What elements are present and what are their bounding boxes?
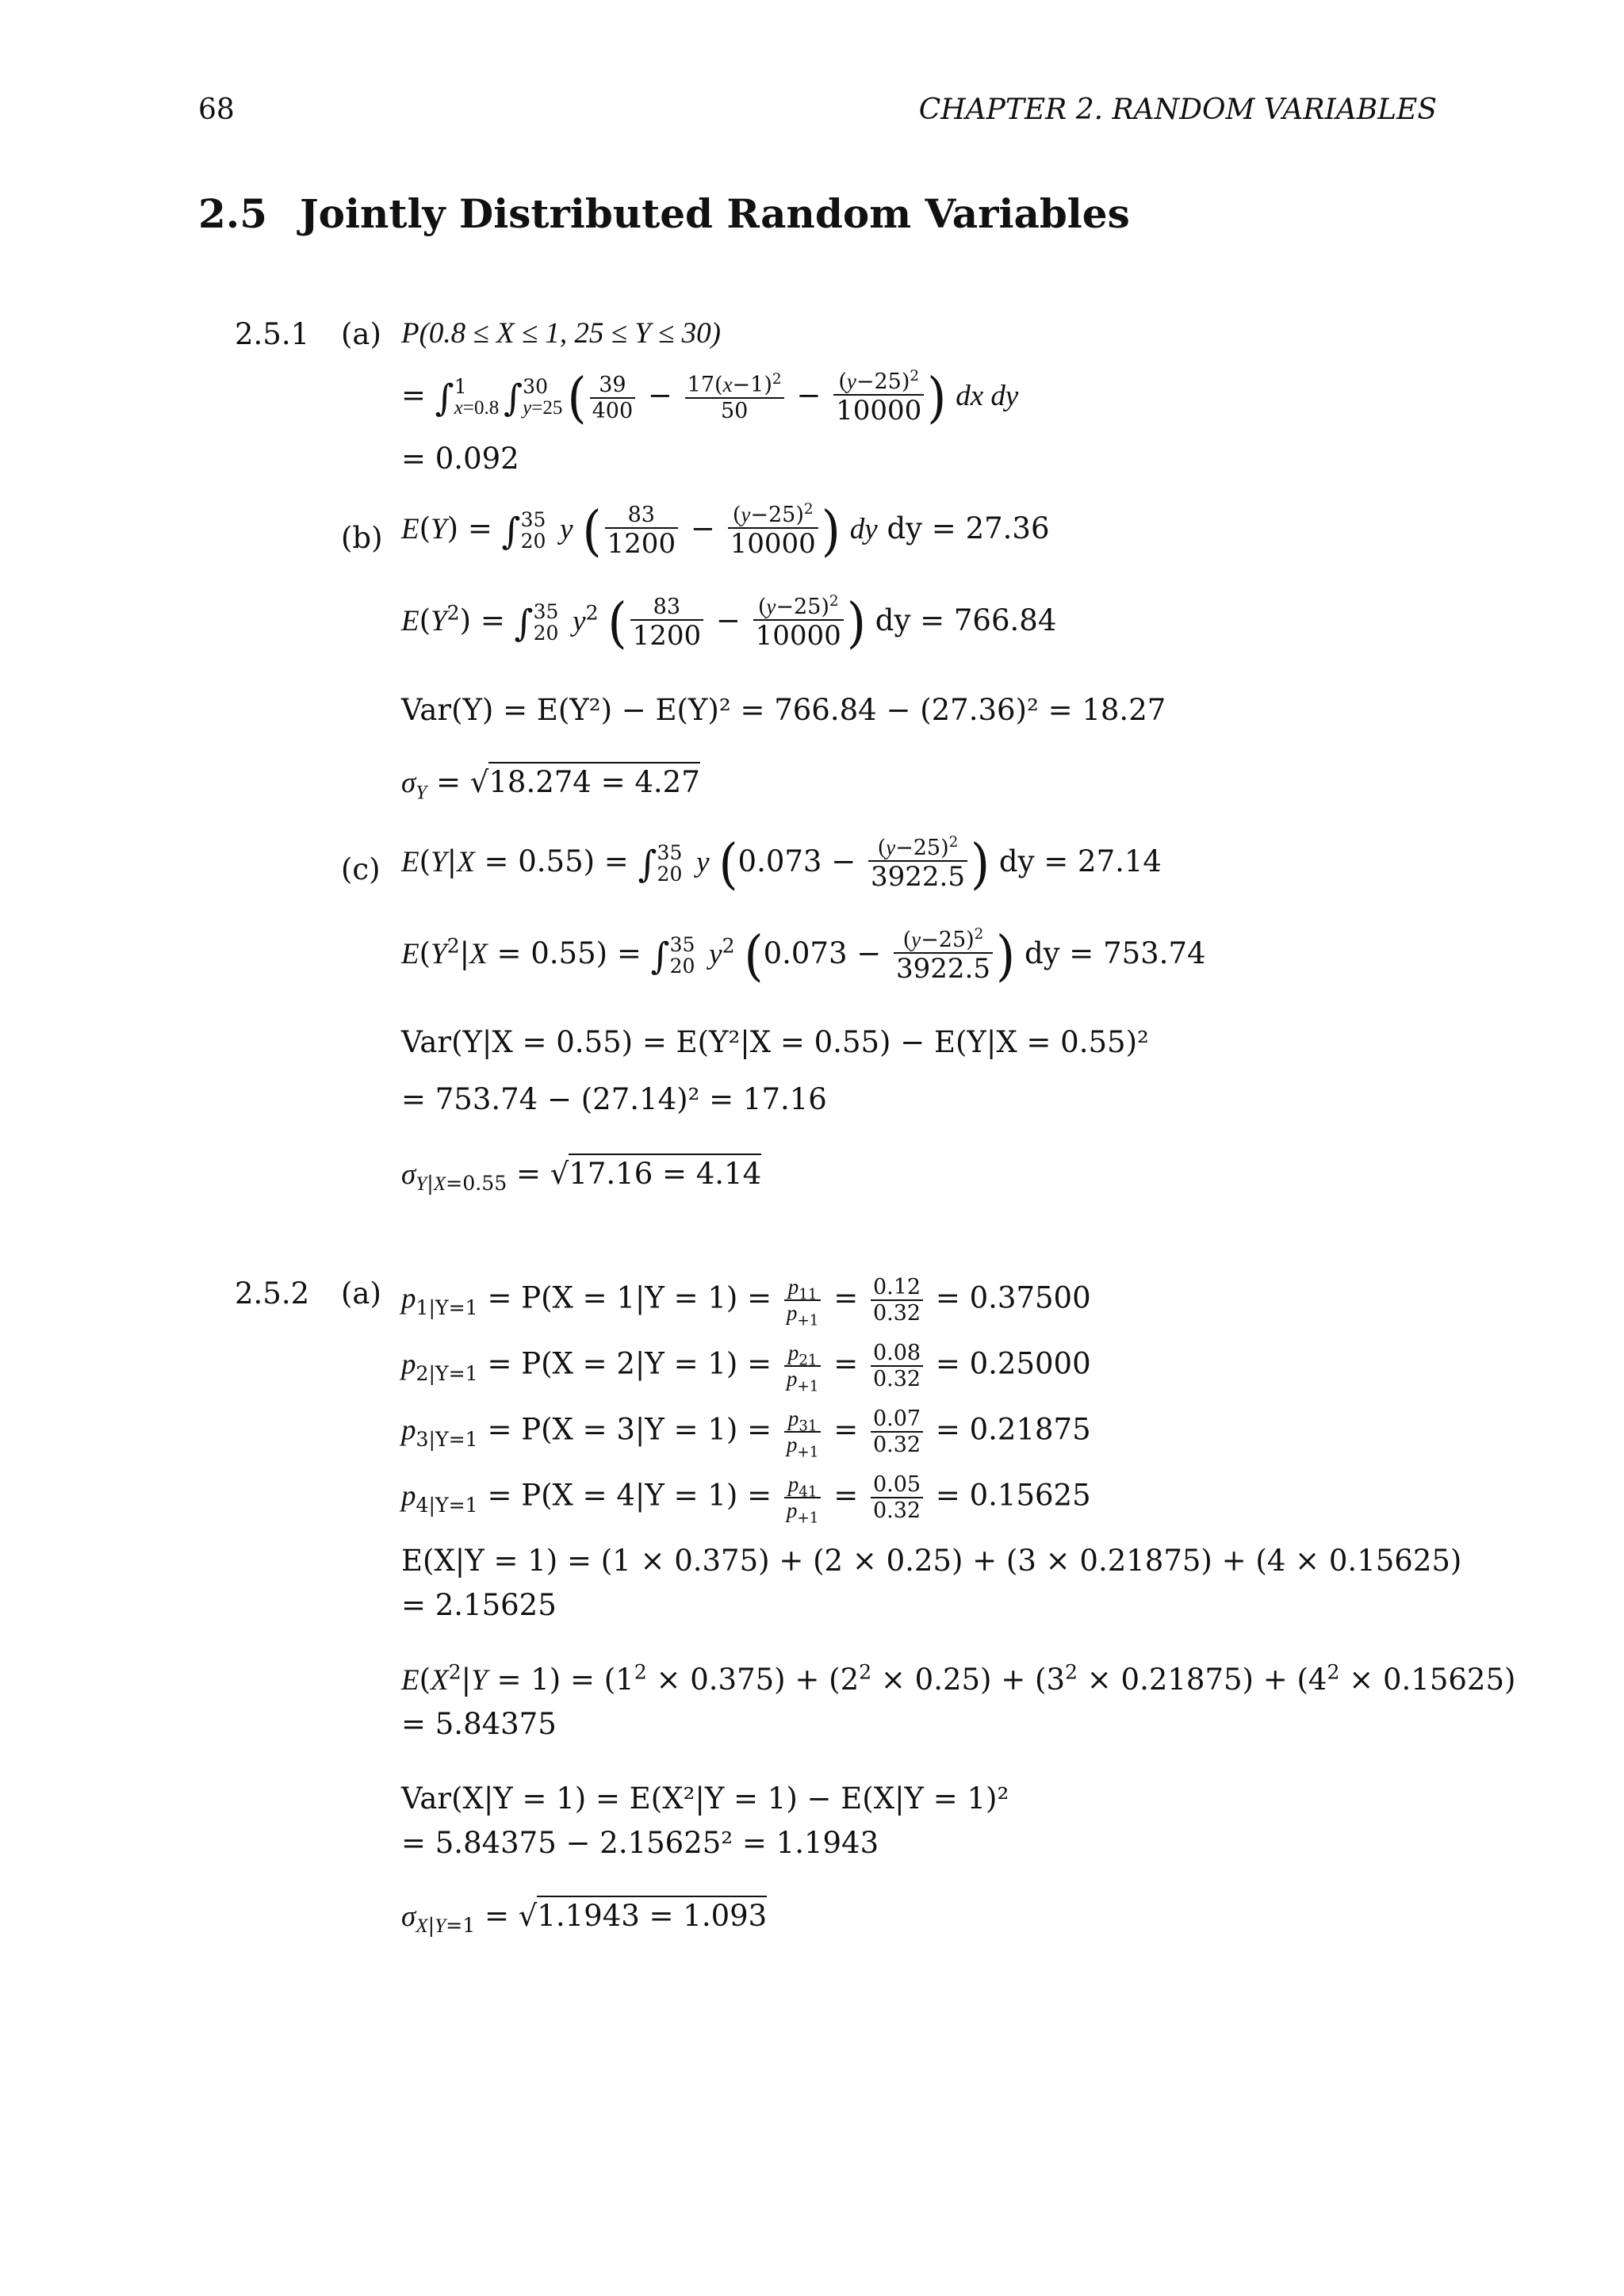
prob-term: p: [787, 1406, 799, 1430]
conditional-prob-row: $p_{1|Y=1} = P(X = 1|Y = 1)$ = $\frac{p_{11}}{p_{+1}}$ = $\frac{0.12}{0.32}$ = 0.37500: [401, 1275, 1091, 1330]
prob-term: = 0.37500: [935, 1280, 1091, 1315]
problem-number: 2.5.2: [235, 1276, 310, 1311]
prob-term: = 0.25000: [935, 1346, 1091, 1381]
part-label: (c): [341, 852, 381, 886]
prob-term: 3|Y=1: [416, 1427, 478, 1451]
section-title: [198, 190, 1130, 237]
conditional-prob-row: $p_{4|Y=1} = P(X = 4|Y = 1)$ = $\frac{p_{41}}{p_{+1}}$ = $\frac{0.05}{0.32}$ = 0.15625: [401, 1472, 1091, 1527]
equation-line: $\sigma_{Y|X=0.55} = √17.16 = 4.14$: [401, 1159, 761, 1189]
section-number: 2.5: [198, 190, 267, 237]
equation-line: $E(X^2|Y = 1) = (1^2 \times 0.375) + (2^2 \times 0.25) + (3^2 \times 0.21875) + (4^2 \times 0.15625)$: [401, 1660, 1516, 1697]
result-value: dy = 753.74: [1024, 936, 1206, 970]
prob-term: 0.05: [871, 1474, 923, 1498]
page-number: 68: [198, 94, 235, 126]
equation-line: Var(Y) = E(Y²) − E(Y)² = 766.84 − (27.36)² = 18.27: [401, 693, 1166, 727]
sqrt-value: 17.16 = 4.14: [569, 1154, 761, 1191]
equation-line: = 0.092: [401, 442, 519, 476]
prob-term: 0.32: [872, 1498, 921, 1523]
prob-term: p: [401, 1479, 416, 1513]
prob-term: p: [787, 1472, 799, 1496]
prob-term: p: [401, 1348, 416, 1381]
prob-term: 21: [799, 1352, 818, 1369]
equation-line: $E(Y^2|X = 0.55)$ = ∫ 35 20 $y^2$ (0.073 − $\frac{(y-25)^2}{3922.5}$ ) dy = 753.74: [401, 923, 1206, 988]
equation-line: = 5.84375 − 2.15625² = 1.1943: [401, 1826, 879, 1860]
prob-term: 0.12: [871, 1276, 923, 1301]
prob-term: 2|Y=1: [416, 1361, 478, 1385]
equation-line: $\sigma_Y = √18.274 = 4.27$: [401, 767, 700, 798]
prob-term: p: [787, 1341, 799, 1364]
equation-line: = 2.15625: [401, 1588, 557, 1622]
prob-term: = 0.15625: [935, 1478, 1091, 1513]
result-value: dy = 766.84: [875, 603, 1057, 637]
prob-term: 0.32: [872, 1367, 921, 1391]
running-header: CHAPTER 2. RANDOM VARIABLES: [918, 94, 1437, 126]
prob-term: 31: [799, 1418, 818, 1435]
equation-line: E(Y|X = 0.55) = ∫ 35 20 y (0.073 − $\frac{(y-25)^2}{3922.5}$ ) dy = 27.14: [401, 831, 1162, 896]
prob-term: = P(X = 3|Y = 1) =: [487, 1412, 772, 1447]
equation-line: P(0.8 ≤ X ≤ 1, 25 ≤ Y ≤ 30): [401, 317, 721, 350]
equation-line: = 5.84375: [401, 1707, 557, 1741]
prob-term: 0.08: [871, 1342, 923, 1367]
prob-term: 4|Y=1: [416, 1493, 478, 1517]
equation-line: Var(X|Y = 1) = E(X²|Y = 1) − E(X|Y = 1)²: [401, 1781, 1009, 1816]
result-value: dy = 27.14: [998, 844, 1162, 878]
part-label: (a): [341, 1276, 381, 1311]
prob-term: 0.32: [872, 1301, 921, 1326]
part-label: (b): [341, 521, 383, 555]
equation-line: $\sigma_{X|Y=1} = √1.1943 = 1.093$: [401, 1901, 767, 1931]
prob-term: 0.07: [871, 1408, 923, 1433]
prob-term: 1|Y=1: [416, 1295, 478, 1319]
sqrt-value: 1.1943 = 1.093: [537, 1896, 767, 1933]
prob-term: p: [401, 1414, 416, 1447]
equation-line: E(X|Y = 1) = (1 × 0.375) + (2 × 0.25) + (3 × 0.21875) + (4 × 0.15625): [401, 1544, 1462, 1578]
prob-term: 41: [799, 1483, 818, 1501]
prob-term: = P(X = 4|Y = 1) =: [487, 1478, 772, 1513]
result-value: dy = 27.36: [887, 511, 1050, 545]
prob-term: p: [401, 1282, 416, 1315]
problem-number: 2.5.1: [235, 317, 310, 351]
part-label: (a): [341, 317, 381, 351]
equation-line: = ∫ 1 x=0.8 ∫ 30 y=25 ( $\frac{39}{400}$ − $\frac{17(x-1)^2}{50}$ − $\frac{(y-25)^2}{10000}$ ) dx dy: [401, 365, 1019, 430]
conditional-prob-row: $p_{3|Y=1} = P(X = 3|Y = 1)$ = $\frac{p_{31}}{p_{+1}}$ = $\frac{0.07}{0.32}$ = 0.21875: [401, 1406, 1091, 1461]
sqrt-value: 18.274 = 4.27: [488, 762, 699, 799]
prob-term: = P(X = 1|Y = 1) =: [487, 1280, 772, 1315]
prob-term: 11: [799, 1286, 818, 1303]
equation-line: E(Y) = ∫ 35 20 y ( $\frac{83}{1200}$ − $\frac{(y-25)^2}{10000}$ ) dy dy = 27.36: [401, 498, 1050, 563]
prob-term: p: [787, 1275, 799, 1299]
prob-term: = 0.21875: [935, 1412, 1091, 1447]
prob-term: = P(X = 2|Y = 1) =: [487, 1346, 772, 1381]
equation-line: Var(Y|X = 0.55) = E(Y²|X = 0.55) − E(Y|X = 0.55)²: [401, 1025, 1149, 1059]
equation-line: $E(Y^2)$ = ∫ 35 20 $y^2$ ( $\frac{83}{1200}$ − $\frac{(y-25)^2}{10000}$ ) dy = 766.84: [401, 590, 1057, 655]
section-title-text: Jointly Distributed Random Variables: [300, 190, 1130, 237]
equation-line: = 753.74 − (27.14)² = 17.16: [401, 1082, 827, 1116]
conditional-prob-row: $p_{2|Y=1} = P(X = 2|Y = 1)$ = $\frac{p_{21}}{p_{+1}}$ = $\frac{0.08}{0.32}$ = 0.25000: [401, 1341, 1091, 1395]
prob-term: 0.32: [872, 1433, 921, 1457]
